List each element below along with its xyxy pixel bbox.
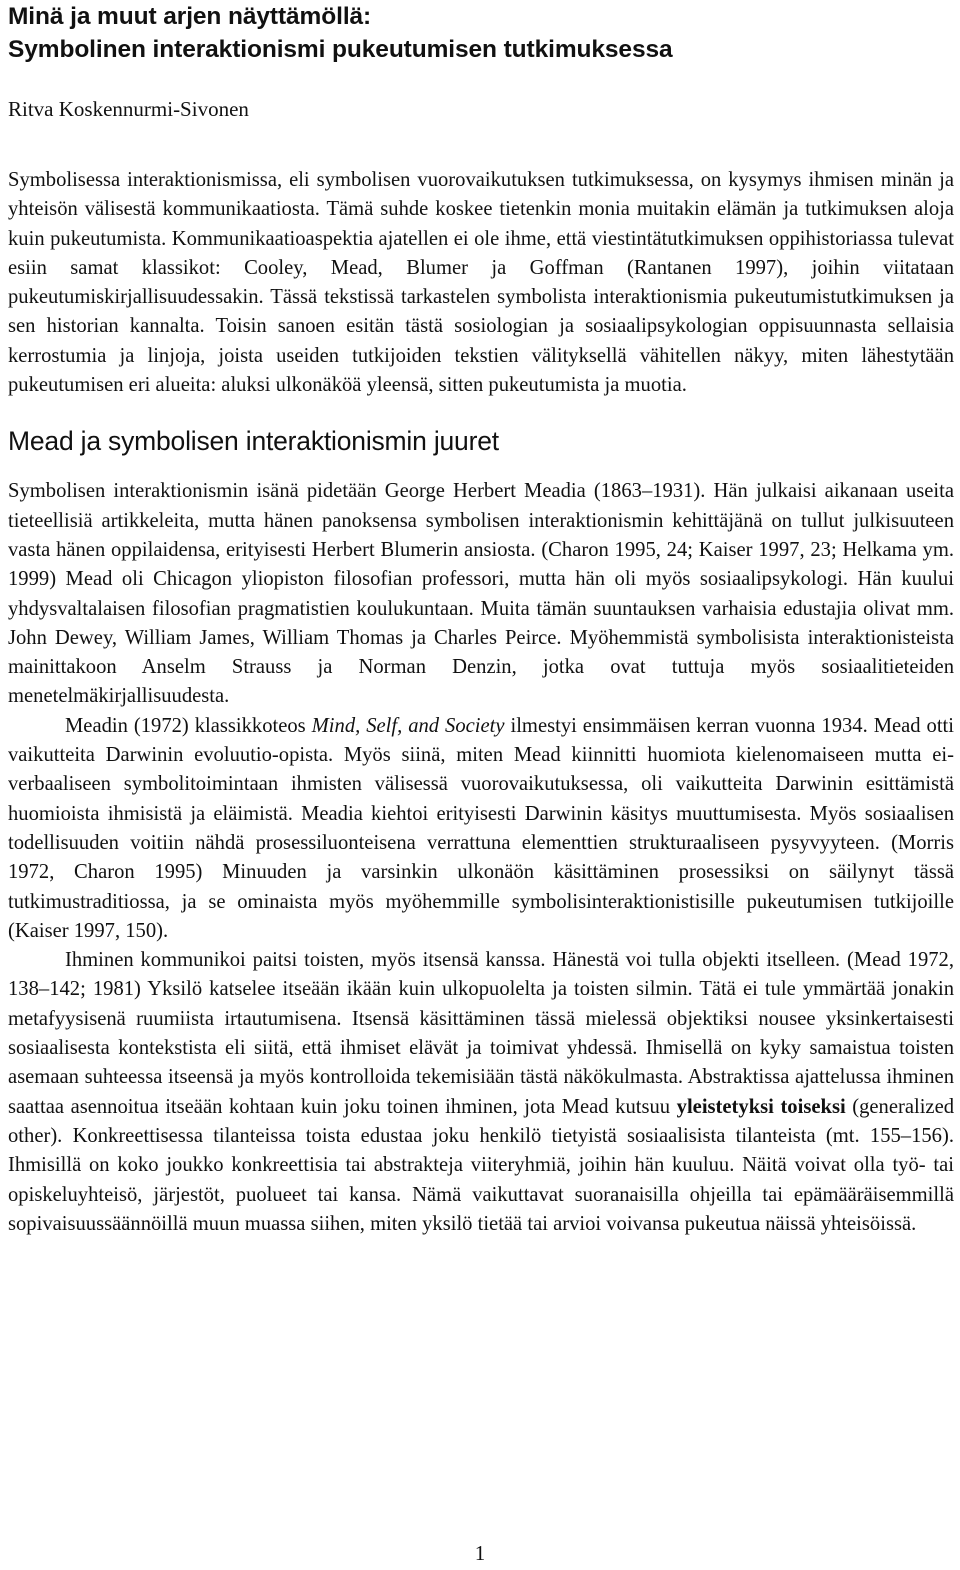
key-term: yleistetyksi toiseksi [676, 1095, 846, 1118]
paragraph-3-text-end: (generalized other). Konkreettisessa tilanteissa toista edustaa joku henkilö tietyistä sosiaalisista tilanteista (mt. 155–156). Ihmisillä on koko joukko konkreettisia tai abstrakteja viiteryhmiä, joihin hän kuuluu. Näitä voivat olla työ- tai opiskeluyhteisö, järjestöt, puolueet tai kansa. Nämä vaikuttavat suoranaisilla ohjeilla tai epämääräisemmillä sopivaisuussäännöillä muun muassa siihen, miten yksilö tietää tai arvioi voivansa pukeutua näissä yhteisöissä. [8, 1095, 955, 1235]
section-paragraph-1: Symbolisen interaktionismin isänä pidetään George Herbert Meadia (1863–1931). Hän julkaisi aikanaan useita tieteellisiä artikkeleita, mutta hänen panoksensa symbolisen interaktionismin kehittäjänä on tullut julkisuuteen vasta hänen oppilaidensa, erityisesti Herbert Blumerin ansiosta. (Charon 1995, 24; Kaiser 1997, 23; Helkama ym. 1999) Mead oli Chicagon yliopiston filosofian professori, mutta hän oli myös sosiaalipsykologi. Hän kuului yhdysvaltalaisen filosofian pragmatistien koulukuntaan. Muita tämän suuntauksen varhaisia edustajia olivat mm. John Dewey, William James, William Thomas ja Charles Peirce. Myöhemmistä symbolisista interaktionisteista mainittakoon Anselm Strauss ja Norman Denzin, jotka ovat tuttuja myös sosiaalitieteiden menetelmäkirjallisuudesta. [8, 480, 954, 708]
title-line-1: Minä ja muut arjen näyttämöllä: [8, 3, 372, 30]
book-title: Mind, Self, and Society [311, 714, 505, 737]
author-name: Ritva Koskennurmi-Sivonen [8, 97, 249, 121]
section-heading: Mead ja symbolisen interaktionismin juuret [8, 426, 499, 457]
document-title [8, 0, 954, 66]
title-line-2: Symbolinen interaktionismi pukeutumisen tutkimuksessa [8, 36, 673, 63]
paragraph-2-text-start: Meadin (1972) klassikkoteos [65, 714, 312, 737]
section-paragraph-3 [8, 946, 954, 1239]
intro-paragraph: Symbolisessa interaktionismissa, eli symbolisen vuorovaikutuksen tutkimuksessa, on kysymys ihmisen minän ja yhteisön välisestä kommunikaatiosta. Tämä suhde koskee tietenkin monia muitakin elämän ja tutkimuksen aloja kuin pukeutumista. Kommunikaatioaspektia ajatellen ei ole ihme, että viestintätutkimuksen oppihistoriassa tulevat esiin samat klassikot: Cooley, Mead, Blumer ja Goffman (Rantanen 1997), joihin viitataan pukeutumiskirjallisuudessakin. Tässä tekstissä tarkastelen symbolista interaktionismia pukeutumistutkimuksen ja sen historian kannalta. Toisin sanoen esitän tästä sosiologian ja sosiaalipsykologian oppisuunnasta sellaisia kerrostumia ja linjoja, joista useiden tutkijoiden tekstien välityksellä vähitellen näkyy, miten lähestytään pukeutumisen eri alueita: aluksi ulkonäköä yleensä, sitten pukeutumista ja muotia. [8, 169, 954, 397]
page-number: 1 [474, 1541, 486, 1565]
paragraph-2-text-end: ilmestyi ensimmäisen kerran vuonna 1934. Mead otti vaikutteita Darwinin evoluutio-opista. Myös siinä, miten Mead kiinnitti huomiota kielenomaiseen mutta ei-verbaaliseen symbolitoimintaan ihmisten välisessä vuorovaikutuksessa, oli vaikutteita Darwinin esittämistä huomioista ihmisistä ja eläimistä. Meadia kiehtoi erityisesti Darwinin käsitys muuttumisesta. Myös sosiaalisen todellisuuden voitiin nähdä prosessiluonteisena verrattuna elementtien strukturaaliseen pysyvyyteen. (Morris 1972, Charon 1995) Minuuden ja varsinkin ulkonäön käsittäminen prosessiksi on säilynyt tässä tutkimustraditiossa, ja se ominaista myös myöhemmille symbolisinteraktionistisille pukeutumisen tutkijoille (Kaiser 1997, 150). [8, 714, 954, 942]
paragraph-3-text-start: Ihminen kommunikoi paitsi toisten, myös itsensä kanssa. Hänestä voi tulla objekti itselleen. (Mead 1972, 138–142; 1981) Yksilö katselee itseään ikään kuin ulkopuolelta ja toisten silmin. Tätä ei tule ymmärtää jonakin metafyysisenä ruumiista irtautumisena. Itsensä käsittäminen tässä mielessä objektiksi nousee yksinkertaisesti sosiaalisesta kontekstista eli siitä, että ihmiset elävät ja toimivat yhdessä. Ihmisellä on kyky samaistua toisten asemaan suhteessa itseensä ja myös kontrolloida tekemisiään tästä näkökulmasta. Abstraktissa ajattelussa ihminen saattaa asennoitua itseään kohtaan kuin joku toinen ihminen, jota Mead kutsuu [8, 949, 954, 1118]
section-paragraph-2 [8, 712, 954, 946]
